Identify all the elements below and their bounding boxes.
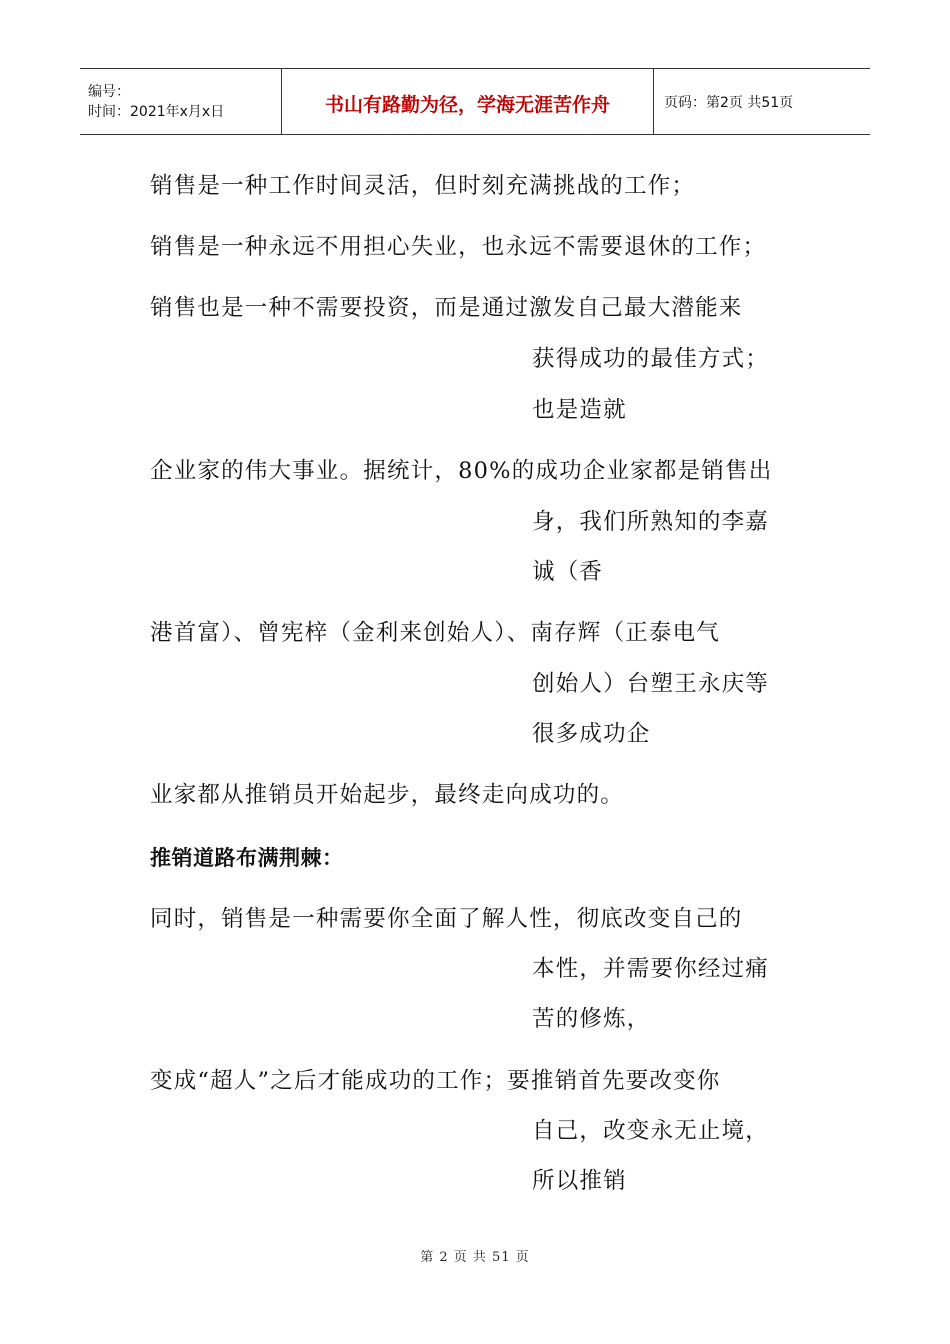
- body-line: 自己，改变永无止境，: [532, 1118, 770, 1144]
- body-line: 业家都从推销员开始起步，最终走向成功的。: [150, 782, 625, 808]
- section-heading: 推销道路布满荆棘：: [150, 846, 344, 870]
- body-line: 同时，销售是一种需要你全面了解人性，彻底改变自己的: [150, 906, 743, 932]
- page-footer: [0, 1246, 950, 1265]
- body-line: 创始人）台塑王永庆等: [532, 671, 770, 697]
- header-meta-cell: [80, 69, 282, 134]
- body-line: 所以推销: [532, 1168, 627, 1194]
- body-line: 很多成功企: [532, 721, 651, 747]
- number-label: 编号：: [88, 83, 130, 100]
- body-line: 获得成功的最佳方式；: [532, 346, 770, 372]
- body-line: 身，我们所熟知的李嘉: [532, 509, 770, 535]
- motto-text: 书山有路勤为径，学海无涯苦作舟: [324, 94, 610, 116]
- body-line: 销售也是一种不需要投资，而是通过激发自己最大潜能来: [150, 295, 743, 321]
- footer-page-number: 第 2 页 共 51 页: [420, 1250, 530, 1265]
- page-header: [80, 68, 870, 135]
- page-info: 页码：第2页 共51页: [664, 94, 794, 111]
- body-line: 诚（香: [532, 559, 604, 585]
- body-line: 本性，并需要你经过痛: [532, 956, 770, 982]
- body-line: 企业家的伟大事业。据统计，80%的成功企业家都是销售出: [150, 458, 773, 484]
- header-page-cell: [654, 69, 870, 134]
- body-line: 港首富）、曾宪梓（金利来创始人）、南存辉（正泰电气: [150, 620, 721, 646]
- body-line: 变成“超人”之后才能成功的工作；要推销首先要改变你: [150, 1068, 721, 1094]
- header-motto-cell: [282, 69, 654, 134]
- body-line: 销售是一种工作时间灵活，但时刻充满挑战的工作；: [150, 173, 696, 199]
- body-line: 也是造就: [532, 397, 627, 423]
- time-label: 时间：2021年x月x日: [88, 103, 225, 120]
- body-line: 苦的修炼，: [532, 1006, 651, 1032]
- body-line: 销售是一种永远不用担心失业，也永远不需要退休的工作；: [150, 234, 767, 260]
